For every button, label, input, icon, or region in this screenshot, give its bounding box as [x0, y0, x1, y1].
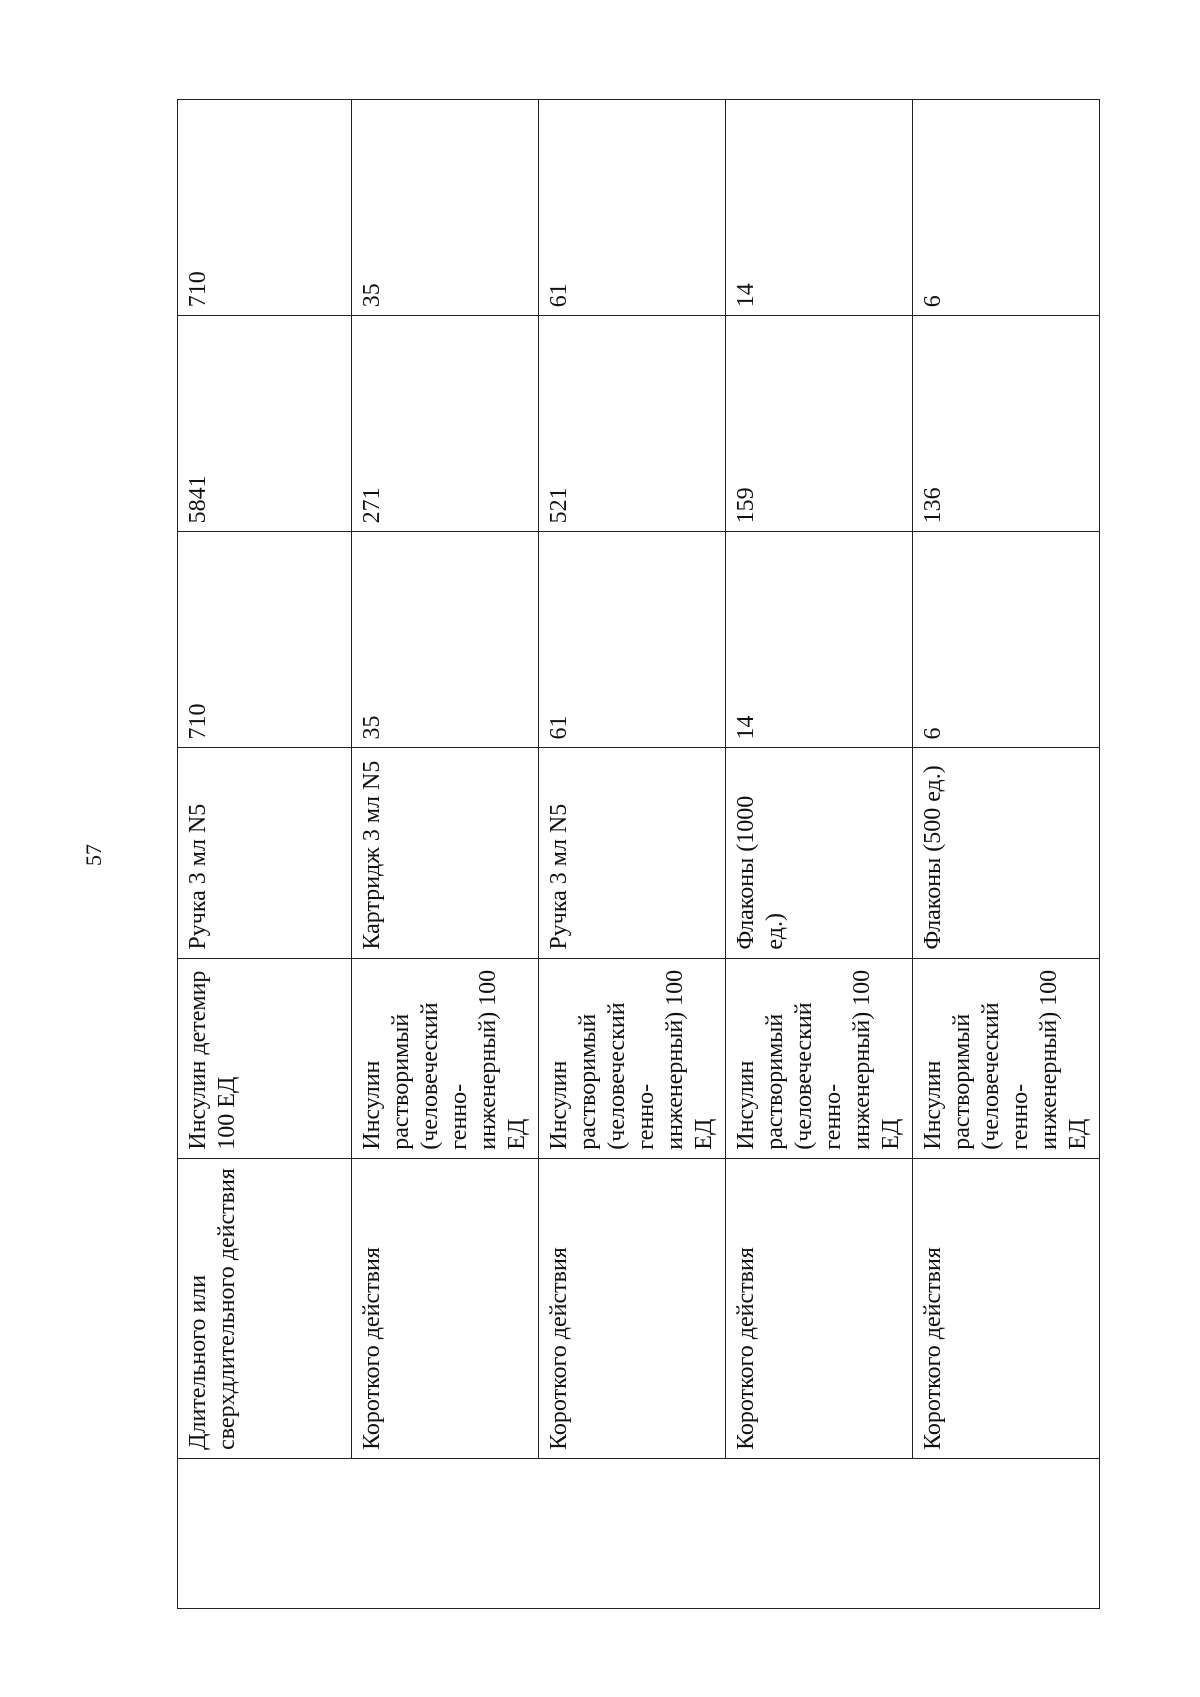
drug-name-cell: Инсулин растворимый (человеческий генно-инженерный) 100 ЕД: [539, 958, 726, 1158]
qty-cell-3: 61: [539, 100, 726, 316]
type-cell: Короткого действия: [913, 1158, 1100, 1458]
page-number: 57: [81, 844, 106, 866]
merged-empty-cell: [178, 1458, 1100, 1608]
qty-cell-2: 521: [539, 316, 726, 532]
type-cell: Короткого действия: [352, 1158, 539, 1458]
qty-cell-2: 271: [352, 316, 539, 532]
qty-cell-1: 14: [726, 532, 913, 748]
qty-cell-3: 35: [352, 100, 539, 316]
form-cell: Флаконы (1000 ед.): [726, 748, 913, 958]
qty-cell-1: 710: [178, 532, 352, 748]
drug-name-cell: Инсулин детемир 100 ЕД: [178, 958, 352, 1158]
table-row: [352, 100, 539, 1609]
qty-cell-2: 159: [726, 316, 913, 532]
form-cell: Картридж 3 мл N5: [352, 748, 539, 958]
table-row: [913, 100, 1100, 1609]
form-cell: Ручка 3 мл N5: [539, 748, 726, 958]
table-row: [539, 100, 726, 1609]
qty-cell-3: 14: [726, 100, 913, 316]
type-cell: Короткого действия: [539, 1158, 726, 1458]
drug-name-cell: Инсулин растворимый (человеческий генно-инженерный) 100 ЕД: [913, 958, 1100, 1158]
qty-cell-2: 5841: [178, 316, 352, 532]
drug-name-cell: Инсулин растворимый (человеческий генно-инженерный) 100 ЕД: [726, 958, 913, 1158]
table-row: [178, 100, 352, 1609]
type-cell: Короткого действия: [726, 1158, 913, 1458]
qty-cell-3: 710: [178, 100, 352, 316]
form-cell: Ручка 3 мл N5: [178, 748, 352, 958]
table-row: [726, 100, 913, 1609]
drug-name-cell: Инсулин растворимый (человеческий генно-инженерный) 100 ЕД: [352, 958, 539, 1158]
drug-table: [177, 99, 1100, 1609]
qty-cell-1: 6: [913, 532, 1100, 748]
type-cell: Длительного или сверхдлительного действия: [178, 1158, 352, 1458]
qty-cell-3: 6: [913, 100, 1100, 316]
qty-cell-1: 61: [539, 532, 726, 748]
rotated-table-container: [177, 99, 1091, 1609]
qty-cell-2: 136: [913, 316, 1100, 532]
form-cell: Флаконы (500 ед.): [913, 748, 1100, 958]
qty-cell-1: 35: [352, 532, 539, 748]
